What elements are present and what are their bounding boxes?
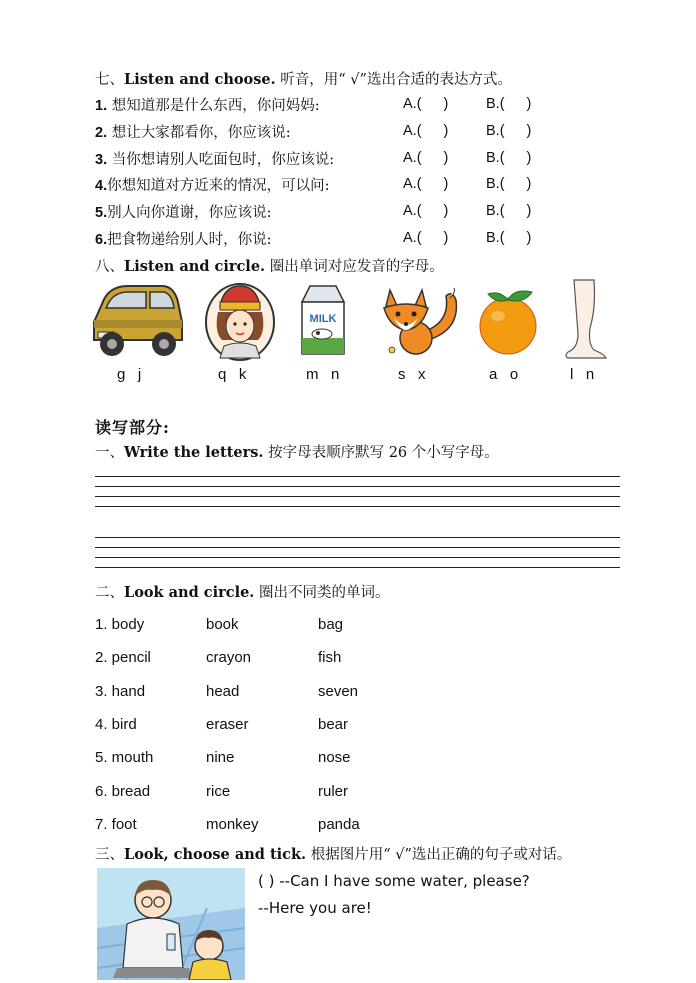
section7-item <box>95 176 329 196</box>
section7-item <box>95 203 271 223</box>
queen-picture <box>204 282 276 362</box>
item-number: 2. <box>95 125 108 141</box>
option-b-blank[interactable] <box>486 230 531 246</box>
section7-title <box>95 70 512 90</box>
option-b-close: ) <box>526 150 532 166</box>
option-b-blank[interactable] <box>486 96 531 112</box>
word-option[interactable]: nine <box>206 749 235 766</box>
item-number: 1. <box>95 98 108 114</box>
writing-line <box>95 547 620 548</box>
word-option[interactable]: seven <box>318 683 359 700</box>
option-a-close: ) <box>443 123 449 139</box>
milk-label: MILK <box>309 313 337 325</box>
father-child-water-picture <box>97 868 245 980</box>
read-write-heading: 读写部分: <box>95 418 170 437</box>
word-option[interactable]: monkey <box>206 816 259 833</box>
option-a-label: A.( <box>403 96 422 112</box>
item-text: 当你想请别人吃面包时，你应该说: <box>107 152 335 168</box>
word-option[interactable]: 1. body <box>95 616 145 633</box>
section7-item <box>95 96 320 116</box>
section7-title-cn: 听音，用“ √”选出合适的表达方式。 <box>275 72 512 88</box>
option-a-close: ) <box>443 230 449 246</box>
writing-line <box>95 557 620 558</box>
option-b-close: ) <box>526 176 532 192</box>
item-text: 别人向你道谢，你应该说: <box>107 205 272 221</box>
letter-choice-pair[interactable]: l n <box>570 366 595 383</box>
section7-item <box>95 150 334 170</box>
word-option[interactable]: ruler <box>318 783 349 800</box>
word-option[interactable]: 7. foot <box>95 816 137 833</box>
option-b-label: B.( <box>486 150 505 166</box>
option-a-close: ) <box>443 176 449 192</box>
option-b-blank[interactable] <box>486 150 531 166</box>
item-number: 5. <box>95 205 108 221</box>
letter-choice-pair[interactable]: m n <box>306 366 340 383</box>
word-option[interactable]: book <box>206 616 239 633</box>
word-option[interactable]: 5. mouth <box>95 749 154 766</box>
word-option[interactable]: 3. hand <box>95 683 146 700</box>
fox-picture <box>376 280 462 360</box>
option-b-close: ) <box>526 203 532 219</box>
option-a-label: A.( <box>403 150 422 166</box>
option-b-blank[interactable] <box>486 203 531 219</box>
option-b-label: B.( <box>486 203 505 219</box>
section7-prefix: 七、 <box>95 72 124 88</box>
option-b-blank[interactable] <box>486 123 531 139</box>
option-a-blank[interactable] <box>403 176 448 192</box>
item-number: 6. <box>95 232 108 248</box>
word-option[interactable]: panda <box>318 816 360 833</box>
letter-choice-pair[interactable]: g j <box>117 366 142 383</box>
word-option[interactable]: bear <box>318 716 349 733</box>
part3-title-cn: 根据图片用“ √”选出正确的句子或对话。 <box>306 847 572 863</box>
option-a-blank[interactable] <box>403 123 448 139</box>
writing-line <box>95 537 620 538</box>
option-b-blank[interactable] <box>486 176 531 192</box>
word-option[interactable]: eraser <box>206 716 249 733</box>
orange-picture <box>474 286 542 356</box>
part3-q1-line2: --Here you are! <box>258 899 372 917</box>
option-b-close: ) <box>526 230 532 246</box>
item-text: 你想知道对方近来的情况，可以问: <box>107 178 330 194</box>
part2-title <box>95 583 389 603</box>
writing-line <box>95 476 620 477</box>
option-a-close: ) <box>443 150 449 166</box>
option-b-label: B.( <box>486 230 505 246</box>
writing-line <box>95 567 620 568</box>
option-a-label: A.( <box>403 123 422 139</box>
option-a-label: A.( <box>403 230 422 246</box>
word-option[interactable]: crayon <box>206 649 252 666</box>
section8-prefix: 八、 <box>95 259 124 275</box>
milk-carton-picture <box>296 282 350 356</box>
section8-title-cn: 圈出单词对应发音的字母。 <box>265 259 444 275</box>
option-b-close: ) <box>526 123 532 139</box>
section8-title-en: Listen and circle. <box>124 258 266 275</box>
part3-prefix: 三、 <box>95 847 124 863</box>
part3-title <box>95 845 571 865</box>
part1-title-cn: 按字母表顺序默写 26 个小写字母。 <box>263 445 499 461</box>
item-number: 3. <box>95 152 108 168</box>
section7-title-en: Listen and choose. <box>124 71 276 88</box>
word-option[interactable]: head <box>206 683 240 700</box>
part1-prefix: 一、 <box>95 445 124 461</box>
option-a-close: ) <box>443 203 449 219</box>
item-text: 把食物递给别人时，你说: <box>107 232 272 248</box>
option-a-label: A.( <box>403 203 422 219</box>
item-text: 想让大家都看你，你应该说: <box>107 125 291 141</box>
option-a-blank[interactable] <box>403 96 448 112</box>
part3-title-en: Look, choose and tick. <box>124 846 307 863</box>
option-b-label: B.( <box>486 96 505 112</box>
option-a-close: ) <box>443 96 449 112</box>
section7-item <box>95 230 271 250</box>
section8-title <box>95 257 444 277</box>
writing-line <box>95 496 620 497</box>
part2-prefix: 二、 <box>95 585 124 601</box>
option-b-label: B.( <box>486 176 505 192</box>
option-a-blank[interactable] <box>403 230 448 246</box>
leg-picture <box>560 278 610 362</box>
writing-line <box>95 486 620 487</box>
word-option[interactable]: bag <box>318 616 344 633</box>
letter-choice-pair[interactable]: a o <box>489 366 519 383</box>
part2-title-en: Look and circle. <box>124 584 255 601</box>
word-option[interactable]: 6. bread <box>95 783 151 800</box>
item-number: 4. <box>95 178 108 194</box>
part1-title-en: Write the letters. <box>124 444 264 461</box>
option-b-label: B.( <box>486 123 505 139</box>
part1-title <box>95 443 499 463</box>
part2-title-cn: 圈出不同类的单词。 <box>254 585 390 601</box>
option-a-blank[interactable] <box>403 203 448 219</box>
word-option[interactable]: 4. bird <box>95 716 137 733</box>
writing-line <box>95 506 620 507</box>
item-text: 想知道那是什么东西，你问妈妈: <box>107 98 320 114</box>
car-picture <box>88 278 186 360</box>
option-a-label: A.( <box>403 176 422 192</box>
part3-q1-line1: ( ) --Can I have some water, please? <box>258 872 530 890</box>
word-option[interactable]: 2. pencil <box>95 649 151 666</box>
option-a-blank[interactable] <box>403 150 448 166</box>
letter-choice-pair[interactable]: s x <box>398 366 426 383</box>
letter-choice-pair[interactable]: q k <box>218 366 247 383</box>
word-option[interactable]: nose <box>318 749 351 766</box>
word-option[interactable]: rice <box>206 783 231 800</box>
option-b-close: ) <box>526 96 532 112</box>
section7-item <box>95 123 291 143</box>
word-option[interactable]: fish <box>318 649 342 666</box>
